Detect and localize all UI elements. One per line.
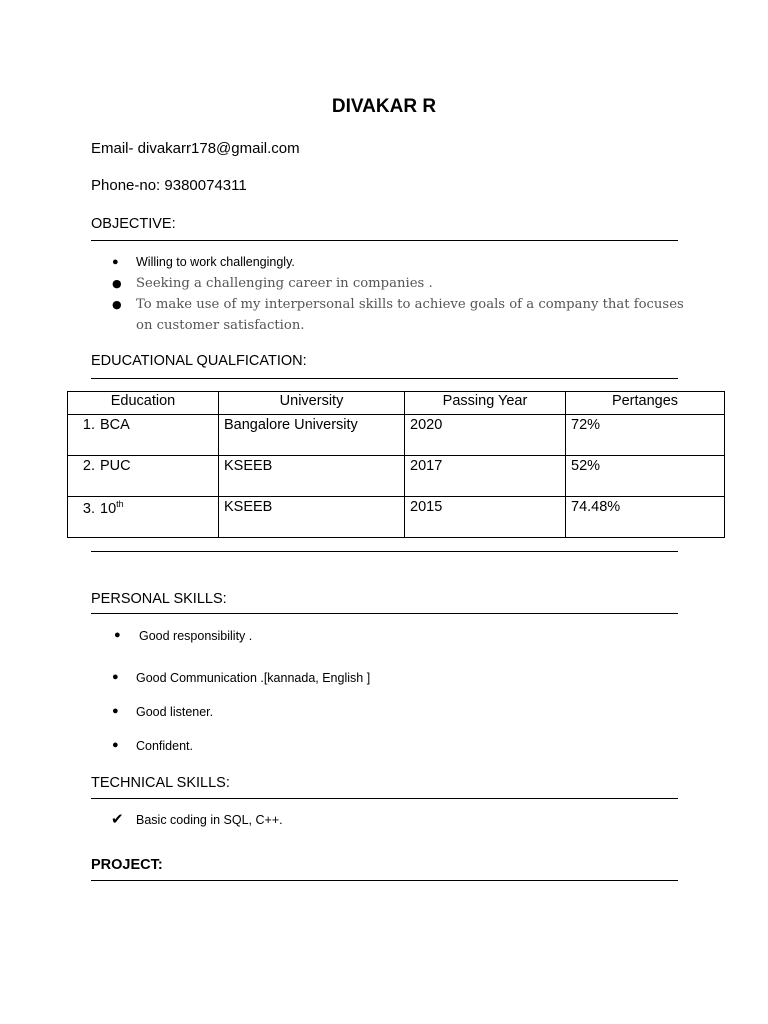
percentage-cell: 52% [566,456,725,497]
education-cell: 2. PUC [68,456,219,497]
personal-skills-heading: PERSONAL SKILLS: [91,591,227,607]
objective-item: ● Seeking a challenging career in companies . [91,273,691,294]
university-cell: KSEEB [219,497,405,538]
checkmark-icon: ✔ [111,811,124,828]
table-header-row [68,392,725,415]
objective-list [91,254,691,336]
personal-skills-rule [91,613,678,614]
percentage-cell: 74.48% [566,497,725,538]
column-header-university: University [219,392,405,415]
column-header-passing-year: Passing Year [405,392,566,415]
technical-skills-rule [91,798,678,799]
table-row [68,497,725,538]
bullet-icon: ● [112,277,122,290]
year-cell: 2015 [405,497,566,538]
bullet-icon: ● [112,256,119,268]
project-heading: PROJECT: [91,857,163,873]
bullet-icon: ● [112,671,119,683]
objective-rule [91,240,678,241]
year-cell: 2020 [405,415,566,456]
technical-skills-heading: TECHNICAL SKILLS: [91,775,230,791]
percentage-cell: 72% [566,415,725,456]
row-number: 1. [82,417,95,433]
phone-line: Phone-no: 9380074311 [91,177,247,194]
bullet-icon: ● [112,298,122,311]
table-row [68,456,725,497]
ordinal-suffix: th [116,499,124,509]
project-rule [91,880,678,881]
objective-item: ● To make use of my interpersonal skills to achieve goals of a company that focuses on customer satisfaction. [91,294,691,336]
objective-item: ● Willing to work challengingly. [112,255,295,269]
section-divider [91,551,678,552]
education-cell: 1. BCA [68,415,219,456]
resume-name: DIVAKAR R [331,96,437,117]
education-rule [91,378,678,379]
column-header-education: Education [68,392,219,415]
bullet-icon: ● [112,739,119,751]
row-number: 2. [82,458,95,474]
table-row [68,415,725,456]
bullet-icon: ● [114,629,121,641]
bullet-icon: ● [112,705,119,717]
row-number: 3. [82,500,95,517]
email-line: Email- divakarr178@gmail.com [91,140,300,157]
education-cell: 3. 10th [68,497,219,538]
objective-heading: OBJECTIVE: [91,216,176,232]
university-cell: Bangalore University [219,415,405,456]
education-heading: EDUCATIONAL QUALFICATION: [91,353,307,369]
university-cell: KSEEB [219,456,405,497]
education-table [67,391,725,538]
column-header-percentage: Pertanges [566,392,725,415]
year-cell: 2017 [405,456,566,497]
